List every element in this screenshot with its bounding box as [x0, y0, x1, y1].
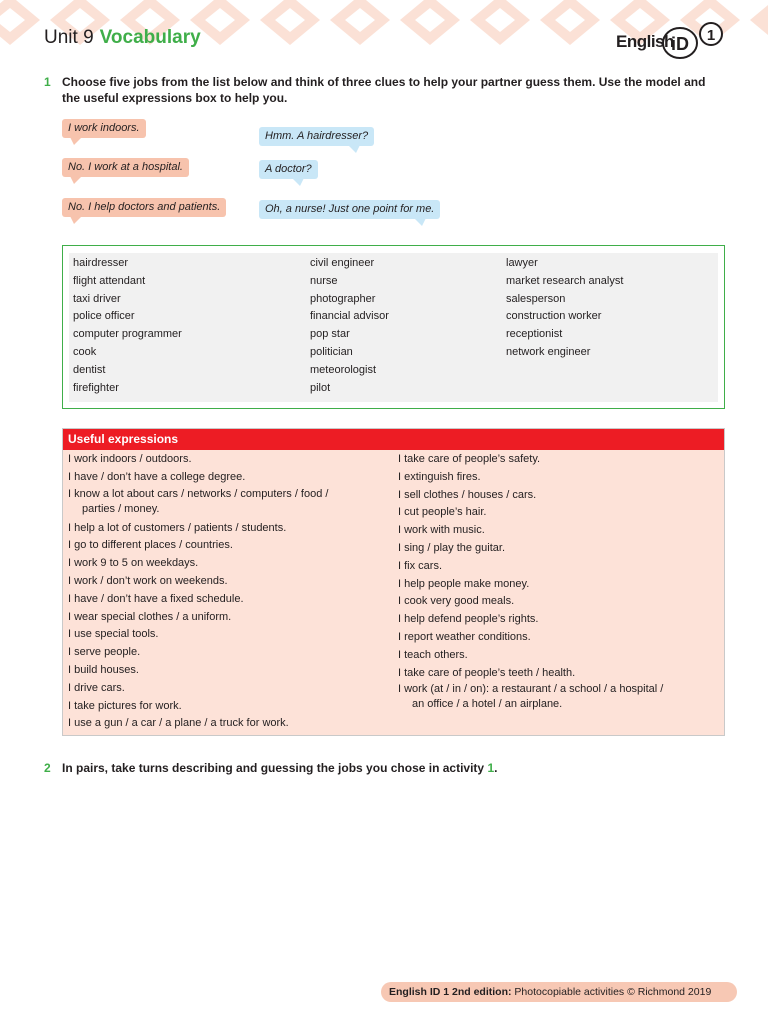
expression-item: I have / don’t have a fixed schedule. [68, 592, 244, 605]
bubble-text: Hmm. A hairdresser? [265, 130, 369, 142]
expression-line: I know a lot about cars / networks / computers / food / [68, 487, 329, 500]
job-item: salesperson [506, 292, 566, 305]
page-title [44, 26, 201, 50]
expression-item: I serve people. [68, 646, 141, 659]
job-item: market research analyst [506, 274, 624, 287]
useful-expressions-box [62, 428, 725, 736]
expression-item: I take care of people’s safety. [398, 453, 541, 465]
bubble-text: A doctor? [265, 163, 312, 175]
job-item: computer programmer [73, 328, 182, 341]
speech-bubble-clue-1 [62, 119, 146, 138]
logo-english-text: English [616, 32, 674, 51]
expression-item: I use special tools. [68, 628, 159, 641]
job-column-1 [73, 255, 182, 397]
useful-expressions-right-column [398, 451, 718, 715]
bubble-tail [70, 216, 82, 224]
logo-level-text: 1 [706, 27, 716, 44]
useful-expressions-title: Useful expressions [63, 429, 724, 450]
expression-item: I use a gun / a car / a plane / a truck for work. [68, 717, 289, 730]
job-item: politician [310, 345, 353, 358]
expression-item: I fix cars. [398, 559, 443, 572]
job-item: nurse [310, 274, 338, 287]
expression-item: I help people make money. [398, 577, 530, 590]
activity-1-instruction [44, 74, 722, 106]
job-item: construction worker [506, 310, 602, 323]
speech-bubble-clue-2 [62, 158, 189, 177]
activity-2-end: . [494, 761, 498, 775]
footer-copyright: Photocopiable activities © Richmond 2019 [511, 986, 712, 998]
expression-item: I sell clothes / houses / cars. [398, 488, 537, 501]
job-item: meteorologist [310, 363, 377, 376]
activity-2-text: In pairs, take turns describing and guessing the jobs you chose in activity [62, 761, 485, 775]
expression-line-continued: an office / a hotel / an airplane. [412, 698, 563, 711]
expression-line-continued: parties / money. [82, 502, 160, 515]
expression-item: I have / don’t have a college degree. [68, 470, 246, 483]
expression-item: I cook very good meals. [398, 595, 515, 608]
job-item: pop star [310, 328, 350, 341]
page-header [0, 0, 768, 62]
job-item: firefighter [73, 381, 119, 394]
useful-expressions-left-column [68, 451, 368, 733]
job-list-inner [69, 253, 718, 402]
expression-item: I help defend people’s rights. [398, 613, 539, 626]
bubble-tail [348, 145, 360, 153]
expression-item: I work / don’t work on weekends. [68, 574, 228, 587]
expression-item: I teach others. [398, 648, 468, 661]
expression-item: I work indoors / outdoors. [68, 453, 192, 465]
speech-bubble-clue-3 [62, 198, 226, 217]
job-item: flight attendant [73, 274, 146, 287]
expression-item: I cut people’s hair. [398, 506, 487, 519]
expression-item: I sing / play the guitar. [398, 541, 506, 554]
expression-item: I build houses. [68, 663, 139, 676]
expression-item: I extinguish fires. [398, 470, 481, 483]
job-item: pilot [310, 381, 331, 394]
expression-item: I work 9 to 5 on weekdays. [68, 557, 199, 570]
job-item: cook [73, 345, 97, 358]
expression-item [68, 487, 368, 516]
expression-item: I report weather conditions. [398, 630, 531, 643]
bubble-tail [292, 178, 304, 186]
expression-item: I wear special clothes / a uniform. [68, 610, 232, 623]
job-item: dentist [73, 363, 106, 376]
speech-bubble-guess-1 [259, 127, 374, 146]
expression-item [398, 682, 718, 711]
job-item: network engineer [506, 345, 591, 358]
activity-2-number: 2 [44, 761, 51, 775]
expression-item: I help a lot of customers / patients / students. [68, 521, 287, 534]
bubble-tail [414, 218, 426, 226]
section-label: Vocabulary [99, 27, 201, 48]
expression-item: I drive cars. [68, 681, 125, 694]
job-item: receptionist [506, 328, 563, 341]
activity-2-instruction [44, 760, 722, 776]
job-list-box [62, 245, 725, 409]
job-item: civil engineer [310, 257, 375, 269]
activity-1-text: Choose five jobs from the list below and think of three clues to help your partner guess them. Use the model and the useful expressions box to help you. [62, 75, 706, 105]
expression-item: I take care of people’s teeth / health. [398, 666, 576, 679]
expression-item: I work with music. [398, 524, 485, 537]
activity-1-number: 1 [44, 75, 51, 89]
logo-id-text: iD [671, 34, 689, 54]
bubble-text: I work indoors. [68, 122, 140, 134]
job-item: financial advisor [310, 310, 389, 323]
unit-label: Unit 9 [44, 27, 94, 48]
activity-2-reference: 1 [487, 761, 495, 775]
footer-credit [381, 982, 737, 1002]
bubble-text: No. I work at a hospital. [68, 161, 183, 173]
job-item: police officer [73, 310, 135, 323]
job-item: taxi driver [73, 292, 121, 305]
bubble-text: No. I help doctors and patients. [68, 201, 221, 213]
footer-edition: English ID 1 2nd edition: [389, 986, 512, 998]
bubble-tail [70, 137, 82, 145]
job-item: hairdresser [73, 257, 129, 269]
english-id-logo [616, 22, 728, 60]
job-item: lawyer [506, 257, 538, 269]
expression-line: I work (at / in / on): a restaurant / a school / a hospital / [398, 683, 664, 696]
speech-bubble-guess-3 [259, 200, 440, 219]
job-column-2 [310, 255, 389, 397]
job-item: photographer [310, 292, 376, 305]
job-column-3 [506, 255, 623, 362]
expression-item: I take pictures for work. [68, 699, 182, 712]
expression-item: I go to different places / countries. [68, 539, 233, 552]
bubble-tail [70, 176, 82, 184]
logo-id-badge-icon [616, 22, 728, 60]
speech-bubble-guess-2 [259, 160, 318, 179]
bubble-text: Oh, a nurse! Just one point for me. [265, 203, 435, 215]
